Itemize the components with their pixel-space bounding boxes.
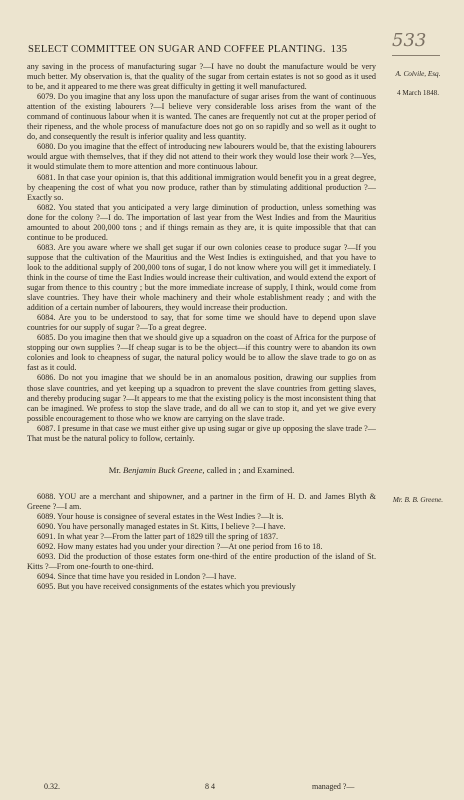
paragraph-6085: 6085. Do you imagine then that we should give up a squadron on the coast of Africa for the purpose of stopping our own supplies ?—If cheap sugar is to be the object—if this country were to abandon its own colonies and look to cheapness of sugar, the natural policy would be to allow the slave trade to go on as fast as it could. (27, 333, 376, 373)
paragraph-6093: 6093. Did the production of those estates form one-third of the entire production of the island of St. Kitts ?—From one-fourth to one-third. (27, 552, 376, 572)
paragraph-6084: 6084. Are you to be understood to say, that for some time we should have to depend upon slave countries for our supply of sugar ?—To a great degree. (27, 313, 376, 333)
footer-sheet-code: 0.32. (44, 782, 60, 791)
paragraph-6079: 6079. Do you imagine that any loss upon the manufacture of sugar arises from the want of continuous attention of the existing labourers ?—I believe very considerable loss arises from the want of the command of continuous labour when it is wanted. The canes are frequently not cut at the proper period of their ripeness, and the whole process of manufacture does not go on so rapidly and so well as it ought to do, and consequently the result is inferior quality and less quantity. (27, 92, 376, 142)
paragraph-6089: 6089. Your house is consignee of several estates in the West Indies ?—It is. (37, 512, 284, 522)
paragraph-6091: 6091. In what year ?—From the latter part of 1829 till the spring of 1837. (37, 532, 279, 542)
margin-note-witness-bottom (386, 496, 450, 505)
paragraph-6094: 6094. Since that time have you resided in London ?—I have. (37, 572, 237, 582)
paragraph-6081: 6081. In that case your opinion is, that this additional immigration would benefit you in a great degree, by cheapening the cost of what you now produce, rather than by stimulating additional production ?—Exactly so. (27, 172, 376, 202)
margin-note-name: A. Colvile, Esq. (395, 70, 441, 78)
paragraph-6080: 6080. Do you imagine that the effect of introducing new labourers would be, that the existing labourers would argue with themselves, that if they did not attend to their work they would lose their work ?—Yes, it would stimulate them to more attention and more continuous labour. (27, 142, 376, 172)
witness-heading (27, 465, 376, 476)
paragraph-6092: 6092. How many estates had you under your direction ?—At one period from 16 to 18. (37, 542, 323, 552)
paragraph-6087: 6087. I presume in that case we must either give up using sugar or give up opposing the slave trade ?—That must be the natural policy to follow, certainly. (27, 423, 376, 443)
handwritten-folio-number: 533 (392, 30, 427, 51)
margin-note-witness-top (386, 70, 450, 98)
testimony-block-bottom (27, 492, 376, 592)
folio-underline (392, 55, 440, 56)
heading-prefix: Mr. (108, 465, 124, 475)
margin-note-date: 4 March 1848. (396, 89, 440, 97)
margin-note-witness-name: Mr. B. B. Greene. (392, 496, 444, 504)
witness-name: Benjamin Buck Greene (123, 465, 203, 475)
running-title: SELECT COMMITTEE ON SUGAR AND COFFEE PLANTING. (28, 44, 326, 55)
page-number: 135 (330, 44, 348, 55)
heading-suffix: , called in ; and Examined. (202, 465, 295, 475)
page-header (28, 44, 376, 55)
paragraph-continuation: any saving in the process of manufacturing sugar ?—I have no doubt the manufacture would be very much better. My observation is, that the quality of the sugar from certain estates is not so good as it used to be, and it appeared to me there was great difficulty in getting it well manufactured. (27, 62, 376, 92)
footer-signature-mark: 8 4 (205, 782, 215, 791)
testimony-block-top (27, 62, 376, 444)
paragraph-6083: 6083. Are you aware where we shall get sugar if our own colonies cease to produce sugar ?—If you suppose that the cultivation of the Mauritius and the West Indies is extinguished, and that you have to look to the additional supply of 200,000 tons of sugar, I do not know where you will get it immediately. I think in the course of time the East Indies would increase their cultivation, and would extend the export of sugar from thence to this country ; but the more immediate increase of supply, I think, would come from slave countries. They have their whole machinery and their whole establishment ready ; and with the addition of a certain number of labourers, they would increase their production. (27, 242, 376, 313)
paragraph-6082: 6082. You stated that you anticipated a very large diminution of production, unless something was done for the colony ?—I do. The importation of last year from the West Indies and from the Mauritius amounted to about 200,000 tons ; and if things remain as they are, it is quite impossible that that can continue to be produced. (27, 202, 376, 242)
footer-catchword: managed ?— (312, 782, 355, 791)
paragraph-6090: 6090. You have personally managed estates in St. Kitts, I believe ?—I have. (37, 522, 286, 532)
paragraph-6095: 6095. But you have received consignments of the estates which you previously (37, 582, 296, 592)
paragraph-6086: 6086. Do not you imagine that we should be in an anomalous position, drawing our supplies from those slave countries, and yet keeping up a squadron to prevent the slave countries from getting slaves, and thereby producing sugar ?—It appears to me that the existing policy is the most inconsistent thing that can be imagined. We profess to stop the slave trade, and do all we can to stop it, and yet we give every possible encouragement to those who we know are carrying on the slave trade. (27, 373, 376, 423)
paragraph-6088: 6088. YOU are a merchant and shipowner, and a partner in the firm of H. D. and James Blyth & Greene ?—I am. (27, 492, 376, 512)
